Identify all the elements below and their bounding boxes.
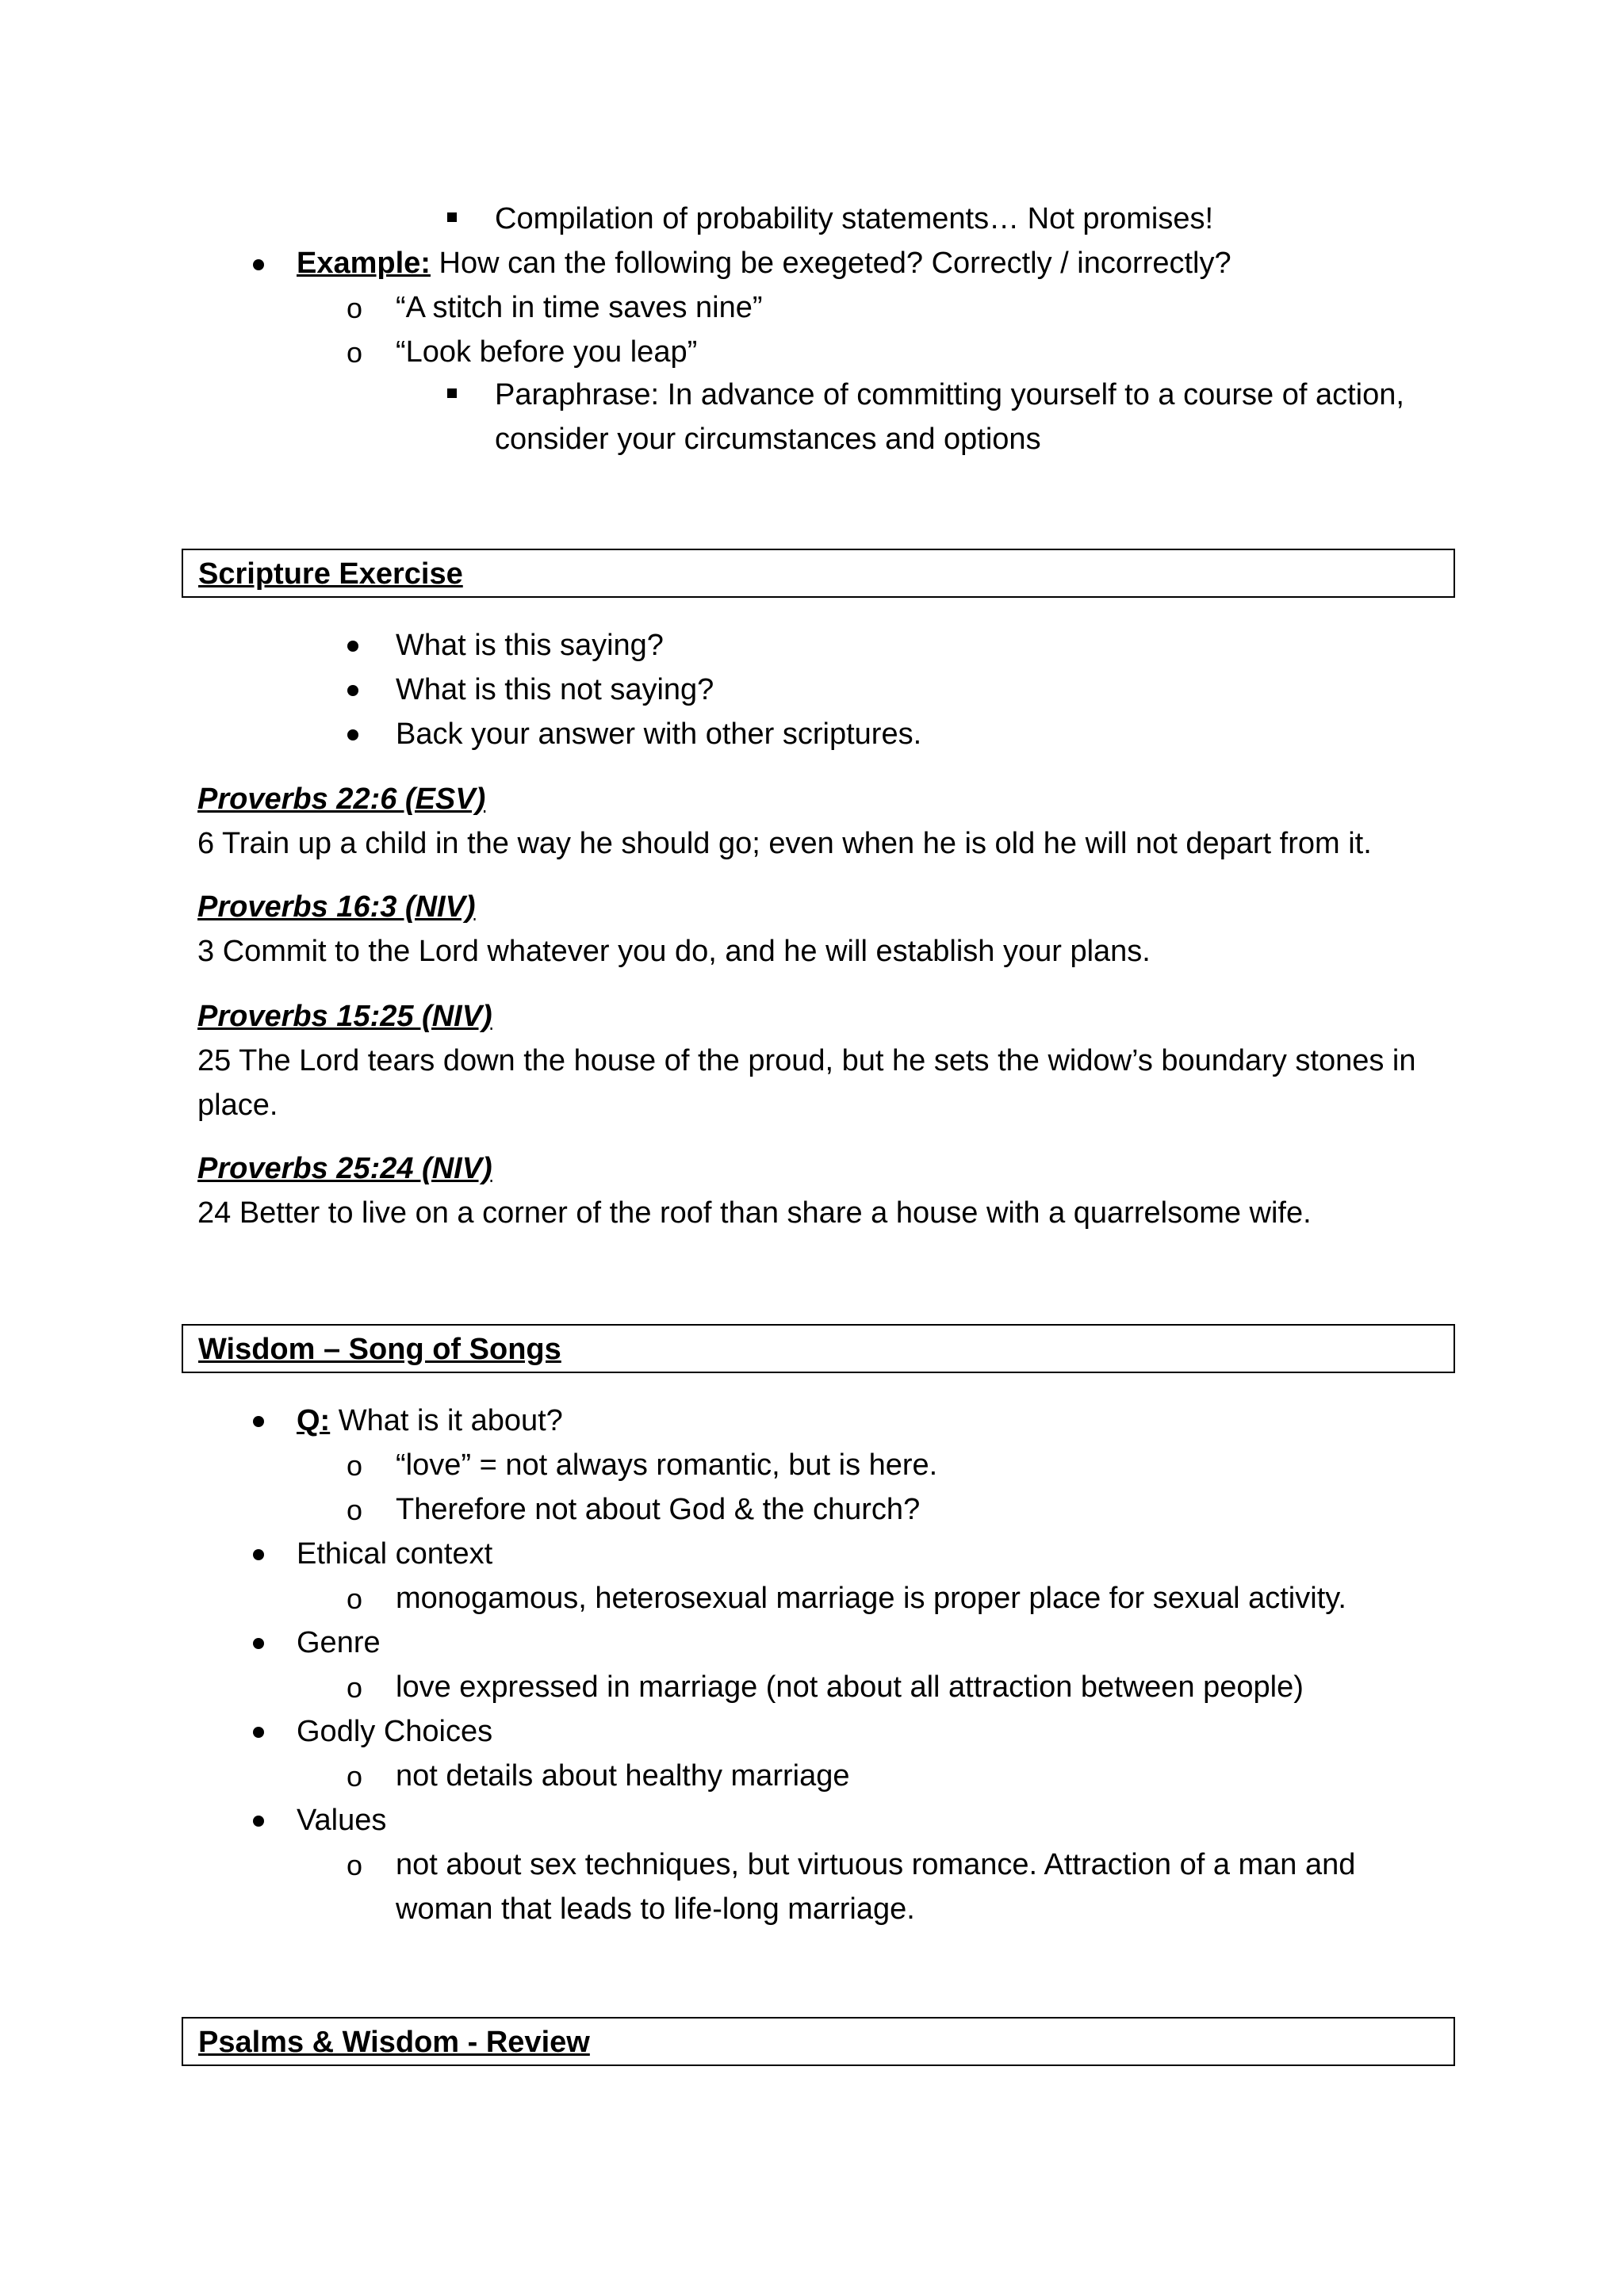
scripture-bullet: Back your answer with other scriptures. [396,718,922,751]
circle-bullet: o [347,1760,363,1793]
square-bullet [447,212,457,222]
circle-bullet: o [347,292,363,324]
circle-bullet: o [347,336,363,369]
verse-text: 25 The Lord tears down the house of the proud, but he sets the widow’s boundary stones in [197,1044,1416,1077]
song-item: Values [297,1804,387,1837]
q-text: What is it about? [330,1404,563,1437]
circle-bullet: o [347,1582,363,1615]
song-sub-item: Therefore not about God & the church? [396,1493,921,1526]
verse-text: 3 Commit to the Lord whatever you do, and he will establish your plans. [197,935,1151,968]
verse-reference: Proverbs 22:6 (ESV) [197,783,486,816]
round-bullet [253,259,264,270]
section-heading-box [182,1324,1455,1373]
song-item: Godly Choices [297,1715,493,1748]
section-heading-box [182,2017,1455,2066]
intro-sub-item: “Look before you leap” [396,335,698,369]
circle-bullet: o [347,1494,363,1526]
song-sub-item: not about sex techniques, but virtuous romance. Attraction of a man and [396,1848,1356,1881]
circle-bullet: o [347,1449,363,1482]
circle-bullet: o [347,1849,363,1881]
intro-paraphrase-line2: consider your circumstances and options [495,423,1041,456]
song-sub-item-cont: woman that leads to life-long marriage. [396,1892,915,1926]
verse-text: place. [197,1089,278,1122]
review-heading: Psalms & Wisdom - Review [198,2026,590,2059]
round-bullet [347,641,358,652]
round-bullet [253,1416,264,1427]
scripture-bullet: What is this not saying? [396,673,714,706]
song-sub-item: “love” = not always romantic, but is here. [396,1448,938,1482]
verse-reference: Proverbs 25:24 (NIV) [197,1152,492,1185]
verse-reference: Proverbs 15:25 (NIV) [197,1000,492,1033]
round-bullet [347,685,358,696]
round-bullet [253,1816,264,1827]
round-bullet [253,1727,264,1738]
round-bullet [253,1638,264,1649]
song-sub-item: love expressed in marriage (not about all attraction between people) [396,1670,1304,1704]
round-bullet [253,1549,264,1560]
q-label: Q: [297,1404,331,1437]
intro-square-item: Compilation of probability statements… Not promises! [495,202,1214,235]
song-sub-item: not details about healthy marriage [396,1759,850,1793]
verse-reference: Proverbs 16:3 (NIV) [197,890,476,924]
example-text: How can the following be exegeted? Correctly / incorrectly? [430,247,1231,280]
section-heading-box [182,549,1455,598]
intro-example-item [297,241,1231,285]
song-heading: Wisdom – Song of Songs [198,1333,561,1366]
song-sub-item: monogamous, heterosexual marriage is proper place for sexual activity. [396,1582,1346,1615]
circle-bullet: o [347,1671,363,1704]
example-label: Example: [297,247,431,280]
scripture-heading: Scripture Exercise [198,557,463,591]
intro-paraphrase-line1: Paraphrase: In advance of committing yourself to a course of action, [495,378,1404,411]
square-bullet [447,388,457,398]
verse-text: 6 Train up a child in the way he should go; even when he is old he will not depart from it. [197,827,1372,860]
intro-sub-item: “A stitch in time saves nine” [396,291,763,324]
song-question [297,1399,563,1443]
round-bullet [347,729,358,740]
scripture-bullet: What is this saying? [396,629,664,662]
song-item: Genre [297,1626,381,1659]
verse-text: 24 Better to live on a corner of the roof than share a house with a quarrelsome wife. [197,1196,1312,1230]
song-item: Ethical context [297,1537,493,1571]
